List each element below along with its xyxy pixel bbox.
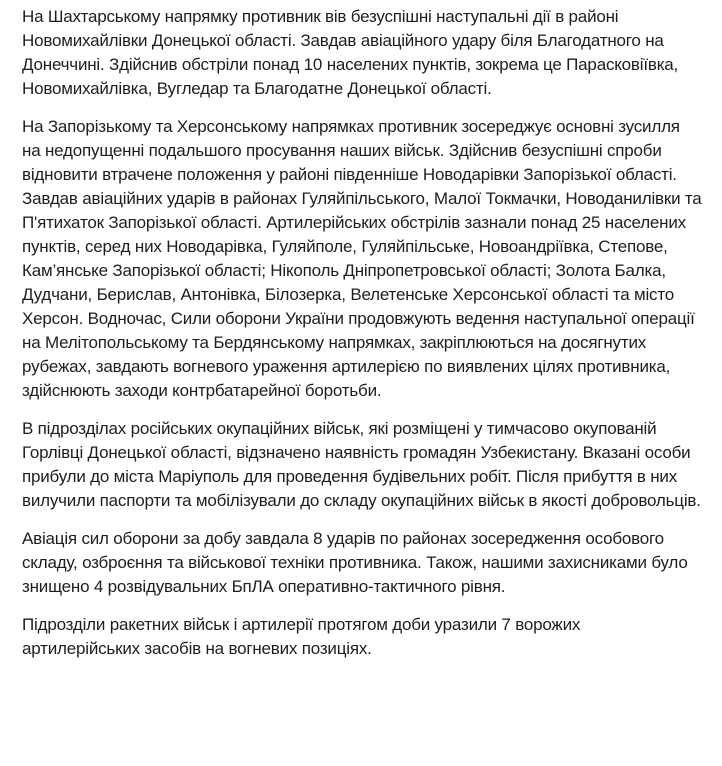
post-paragraph-zaporizhzhia-kherson-directions: На Запорізькому та Херсонському напрямках противник зосереджує основні зусилля на недопущенні подальшого просування наших військ. Здійснив безуспішні спроби відновити втрачене положення у районі південніше Новодарівки Запорізької області. Завдав авіаційних ударів в районах Гуляйпільського, Малої Токмачки, Новоданилівки та П'ятихаток Запорізької області. Артилерійських обстрілів зазнали понад 25 населених пунктів, серед них Новодарівка, Гуляйполе, Гуляйпільське, Новоандріївка, Степове, Кам’янське Запорізької області; Нікополь Дніпропетровської області; Золота Балка, Дудчани, Берислав, Антонівка, Білозерка, Велетенське Херсонської області та місто Херсон. Водночас, Сили оборони України продовжують ведення наступальної операції на Мелітопольському та Бердянському напрямках, закріплюються на досягнутих рубежах, завдають вогневого ураження артилерією по виявлених цілях противника, здійснюють заходи контрбатарейної боротьби. (22, 117, 702, 400)
post-paragraph-occupation-troops: В підрозділах російських окупаційних військ, які розміщені у тимчасово окупованій Горлівці Донецької області, відзначено наявність громадян Узбекистану. Вказані особи прибули до міста Маріуполь для проведення будівельних робіт. Після прибуття в них вилучили паспорти та мобілізували до складу окупаційних військ в якості добровольців. (22, 419, 701, 510)
post-paragraph-shakhtarske-direction: На Шахтарському напрямку противник вів безуспішні наступальні дії в районі Новомихайлівки Донецької області. Завдав авіаційного удару біля Благодатного на Донеччині. Здійснив обстріли понад 10 населених пунктів, зокрема це Парасковіївка, Новомихайлівка, Вугледар та Благодатне Донецької області. (22, 7, 679, 98)
post-paragraph-aviation-strikes: Авіація сил оборони за добу завдала 8 ударів по районах зосередження особового складу, озброєння та військової техніки противника. Також, нашими захисниками було знищено 4 розвідувальних БпЛА оперативно-тактичного рівня. (22, 529, 688, 596)
post-paragraph-missile-artillery: Підрозділи ракетних військ і артилерії протягом доби уразили 7 ворожих артилерійських засобів на вогневих позиціях. (22, 615, 581, 658)
